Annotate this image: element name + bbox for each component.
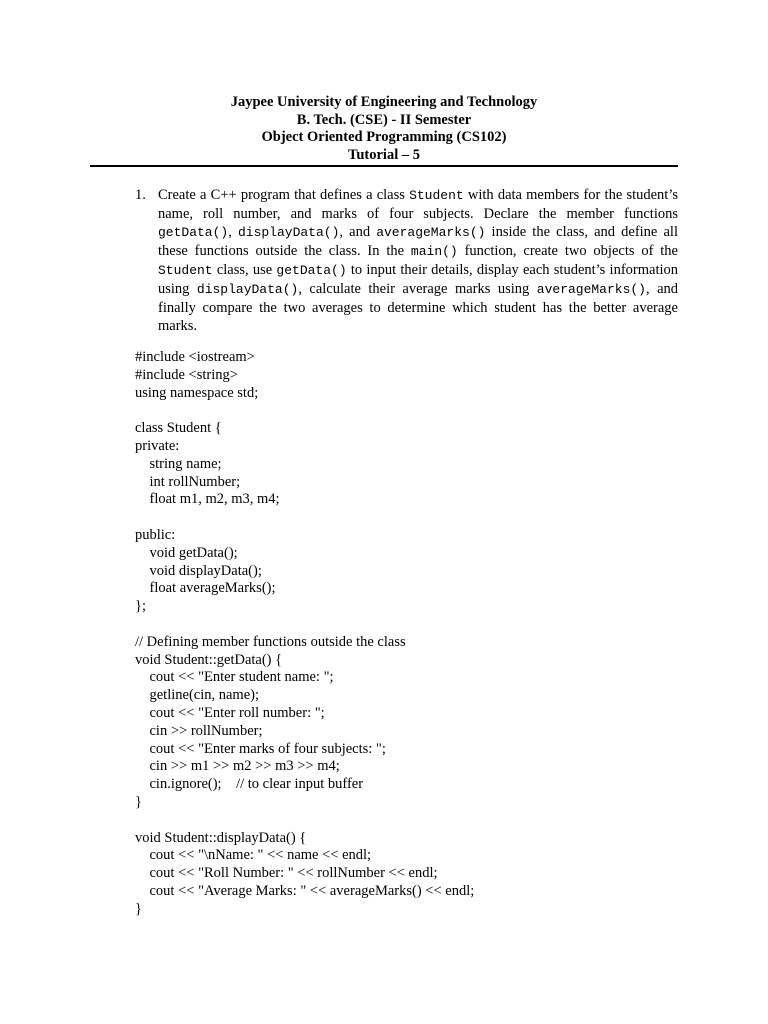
question-text-segment: class, use xyxy=(212,262,277,278)
program-name: B. Tech. (CSE) - II Semester xyxy=(296,111,472,128)
question-text xyxy=(158,186,678,335)
question-text-segment: to input their details, display each student’s information using xyxy=(158,262,679,297)
code-line: #include <iostream> xyxy=(135,349,255,365)
code-line: cout << "Enter marks of four subjects: "; xyxy=(135,740,386,757)
code-line: int rollNumber; xyxy=(135,473,241,490)
question-text-segment: , calculate their average marks using xyxy=(298,281,537,297)
inline-code: averageMarks() xyxy=(376,225,486,240)
code-line: float m1, m2, m3, m4; xyxy=(135,491,280,508)
inline-code: displayData() xyxy=(237,225,340,240)
question-text-segment: , and xyxy=(339,224,377,240)
code-line: cin >> m1 >> m2 >> m3 >> m4; xyxy=(135,758,340,775)
header-divider xyxy=(90,165,678,167)
question-text-segment: function, create two objects of the xyxy=(457,243,678,259)
code-line: cin >> rollNumber; xyxy=(135,722,263,739)
code-line: cout << "Roll Number: " << rollNumber << endl; xyxy=(135,865,438,882)
document-header xyxy=(90,94,678,164)
inline-code: getData() xyxy=(158,225,229,240)
inline-code: displayData() xyxy=(196,282,299,297)
question-1 xyxy=(135,186,678,335)
inline-code: Student xyxy=(158,263,213,278)
inline-code: main() xyxy=(410,244,458,259)
question-text-segment: Create a C++ program that defines a class xyxy=(158,187,410,203)
code-line: void Student::displayData() { xyxy=(135,829,307,846)
code-line: // Defining member functions outside the class xyxy=(135,633,406,650)
question-text-segment: with data members for the student’s name, roll number, and marks of four subjects. Declare the member functions xyxy=(158,187,679,222)
question-text-segment: , xyxy=(228,224,238,240)
code-line: getline(cin, name); xyxy=(135,687,260,704)
code-line: void getData(); xyxy=(135,544,238,561)
code-line: public: xyxy=(135,526,176,543)
code-line: float averageMarks(); xyxy=(135,580,276,597)
code-line: #include <string> xyxy=(135,366,238,383)
code-line: cout << "Average Marks: " << averageMarks() << endl; xyxy=(135,882,475,899)
question-text-segment: , and finally compare the two averages to determine which student has the better average marks. xyxy=(158,281,679,334)
code-listing xyxy=(135,349,695,919)
code-line: cout << "Enter student name: "; xyxy=(135,669,334,686)
code-line: } xyxy=(135,793,142,810)
question-number: 1. xyxy=(135,187,146,203)
code-line: void displayData(); xyxy=(135,562,262,579)
tutorial-title: Tutorial – 5 xyxy=(348,146,420,163)
code-line: cin.ignore(); // to clear input buffer xyxy=(135,776,364,793)
code-line: string name; xyxy=(135,455,222,472)
code-line xyxy=(135,402,695,420)
code-line: cout << "\nName: " << name << endl; xyxy=(135,847,372,864)
course-title: Object Oriented Programming (CS102) xyxy=(261,129,507,145)
code-line xyxy=(135,509,695,527)
university-name: Jaypee University of Engineering and Technology xyxy=(230,94,538,110)
question-text-segment: inside the class, and define all these functions outside the class. In the xyxy=(158,224,678,259)
code-line: cout << "Enter roll number: "; xyxy=(135,704,325,721)
code-line: }; xyxy=(135,598,146,615)
inline-code: Student xyxy=(409,188,464,203)
code-line: } xyxy=(135,900,142,917)
inline-code: averageMarks() xyxy=(536,282,646,297)
code-line: using namespace std; xyxy=(135,384,259,401)
code-line xyxy=(135,812,695,830)
code-line: class Student { xyxy=(135,420,222,437)
inline-code: getData() xyxy=(276,263,347,278)
code-line xyxy=(135,616,695,634)
code-line: private: xyxy=(135,437,180,454)
code-line: void Student::getData() { xyxy=(135,651,283,668)
